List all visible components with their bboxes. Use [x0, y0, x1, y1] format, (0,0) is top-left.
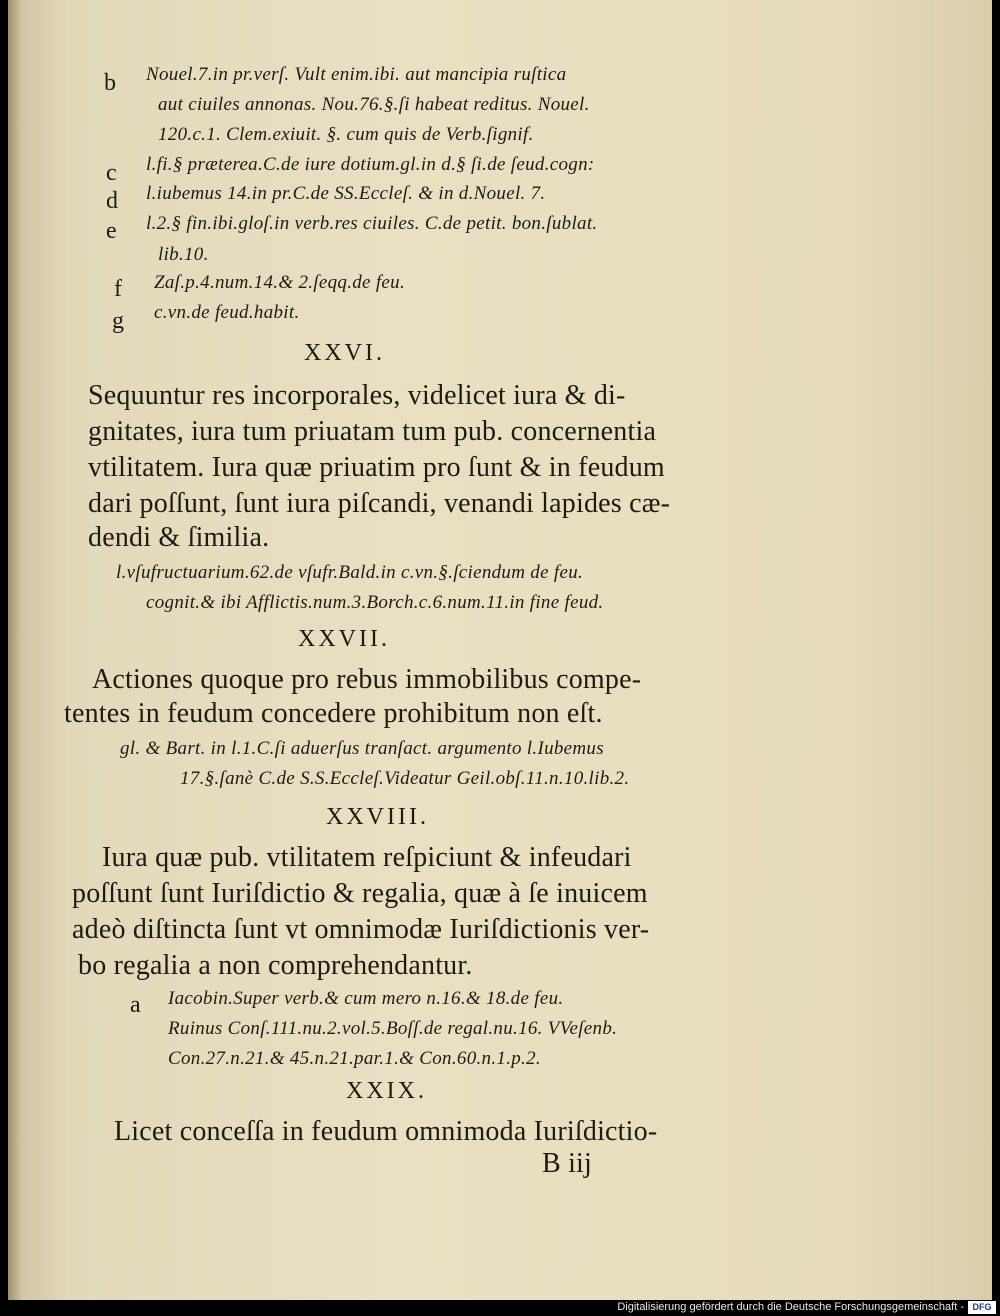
note-d-line-1: l.iubemus 14.in pr.C.de SS.Eccleſ. & in d.Nouel. 7. — [146, 183, 546, 204]
note-f-line-1: Zaſ.p.4.num.14.& 2.ſeqq.de feu. — [154, 272, 406, 293]
note-b-line-3: 120.c.1. Clem.exiuit. §. cum quis de Verb.ſignif. — [158, 124, 534, 145]
note-marker-c: c — [106, 160, 117, 186]
footer-credit: Digitalisierung gefördert durch die Deutsche Forschungsgemeinschaft - — [617, 1301, 964, 1313]
section-xxviii-note-line-1: Iacobin.Super verb.& cum mero n.16.& 18.de feu. — [168, 988, 564, 1009]
section-xxvii-body-line-1: Actiones quoque pro rebus immobilibus compe- — [92, 664, 642, 695]
section-xxvi-note-line-2: cognit.& ibi Afflictis.num.3.Borch.c.6.num.11.in fine feud. — [146, 592, 604, 613]
section-xxix-body-line-1: Licet conceſſa in feudum omnimoda Iuriſdictio- — [114, 1116, 658, 1147]
section-xxviii-body-line-2: poſſunt ſunt Iuriſdictio & regalia, quæ à ſe inuicem — [72, 878, 648, 909]
page-gutter — [8, 0, 22, 1300]
section-xxvii-note-line-2: 17.§.ſanè C.de S.S.Eccleſ.Videatur Geil.obſ.11.n.10.lib.2. — [180, 768, 630, 789]
page-signature: B iij — [542, 1148, 593, 1179]
note-marker-g: g — [112, 308, 124, 334]
section-xxvi-body-line-4: dari poſſunt, ſunt iura piſcandi, venandi lapides cæ- — [88, 488, 671, 519]
section-heading-xxvii: XXVII. — [298, 626, 390, 652]
note-b-line-1: Nouel.7.in pr.verſ. Vult enim.ibi. aut mancipia ruſtica — [146, 64, 567, 85]
section-xxviii-note-line-3: Con.27.n.21.& 45.n.21.par.1.& Con.60.n.1.p.2. — [168, 1048, 541, 1069]
footer-bar — [0, 1300, 1000, 1316]
book-page — [8, 0, 992, 1300]
section-xxviii-note-marker: a — [130, 992, 141, 1018]
section-heading-xxvi: XXVI. — [304, 340, 385, 366]
note-b-line-2: aut ciuiles annonas. Nou.76.§.ſi habeat reditus. Nouel. — [158, 94, 590, 115]
section-xxviii-body-line-3: adeò diſtincta ſunt vt omnimodæ Iuriſdictionis ver- — [72, 914, 650, 945]
section-xxviii-body-line-1: Iura quæ pub. vtilitatem reſpiciunt & infeudari — [102, 842, 632, 873]
section-xxvii-body-line-2: tentes in feudum concedere prohibitum non eſt. — [64, 698, 603, 729]
note-e-line-2: lib.10. — [158, 244, 209, 265]
dfg-logo-icon: DFG — [968, 1301, 996, 1314]
section-xxvi-note-line-1: l.vſufructuarium.62.de vſufr.Bald.in c.vn.§.ſciendum de feu. — [116, 562, 584, 583]
note-marker-e: e — [106, 218, 117, 244]
section-xxvi-body-line-3: vtilitatem. Iura quæ priuatim pro ſunt & in feudum — [88, 452, 665, 483]
section-heading-xxix: XXIX. — [346, 1078, 427, 1104]
section-heading-xxviii: XXVIII. — [326, 804, 429, 830]
section-xxvi-body-line-2: gnitates, iura tum priuatam tum pub. concernentia — [88, 416, 657, 447]
note-c-line-1: l.fi.§ præterea.C.de iure dotium.gl.in d.§ ſi.de ſeud.cogn: — [146, 154, 595, 175]
note-g-line-1: c.vn.de feud.habit. — [154, 302, 300, 323]
note-marker-f: f — [114, 276, 122, 302]
section-xxvii-note-line-1: gl. & Bart. in l.1.C.ſi aduerſus tranſact. argumento l.Iubemus — [120, 738, 604, 759]
note-e-line-1: l.2.§ fin.ibi.gloſ.in verb.res ciuiles. C.de petit. bon.ſublat. — [146, 213, 598, 234]
note-marker-d: d — [106, 188, 118, 214]
section-xxviii-body-line-4: bo regalia a non comprehendantur. — [78, 950, 473, 981]
section-xxviii-note-line-2: Ruinus Conſ.111.nu.2.vol.5.Boſſ.de regal.nu.16. VVeſenb. — [168, 1018, 618, 1039]
section-xxvi-body-line-5: dendi & ſimilia. — [88, 522, 270, 553]
section-xxvi-body-line-1: Sequuntur res incorporales, videlicet iura & di- — [88, 380, 626, 411]
note-marker-b: b — [104, 70, 116, 96]
